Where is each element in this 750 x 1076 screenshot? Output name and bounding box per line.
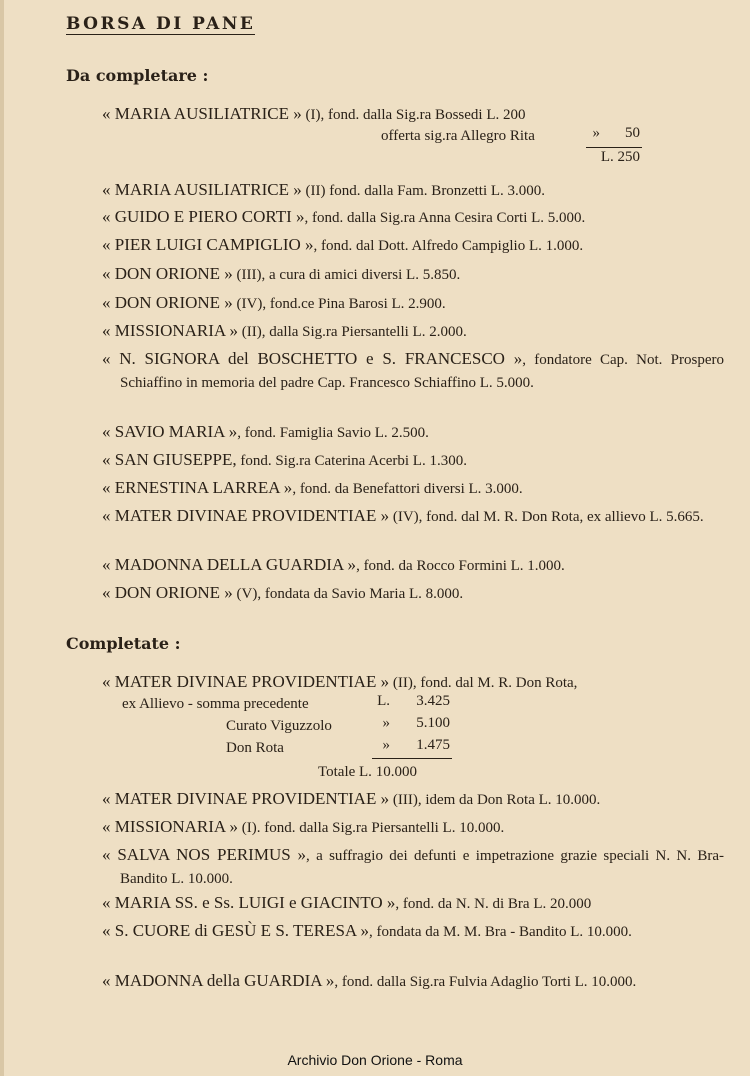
- list-item: « MADONNA DELLA GUARDIA », fond. da Rocco Formini L. 1.000.: [102, 555, 565, 574]
- list-item: « DON ORIONE » (IV), fond.ce Pina Barosi L. 2.900.: [102, 293, 446, 312]
- sum-total: L. 250: [600, 149, 640, 165]
- list-item: « MATER DIVINAE PROVIDENTIAE » (II), fond. dal M. R. Don Rota,: [102, 672, 578, 691]
- list-item: « GUIDO E PIERO CORTI », fond. dalla Sig.ra Anna Cesira Corti L. 5.000.: [102, 207, 586, 226]
- list-item: « MISSIONARIA » (II), dalla Sig.ra Piersantelli L. 2.000.: [102, 321, 467, 340]
- donation-line: offerta sig.ra Allegro Rita: [381, 128, 535, 144]
- list-item: « S. CUORE di GESÙ E S. TERESA », fondata da M. M. Bra - Bandito L. 10.000.: [102, 921, 632, 940]
- list-item: « PIER LUIGI CAMPIGLIO », fond. dal Dott. Alfredo Campiglio L. 1.000.: [102, 235, 584, 254]
- list-item: « MATER DIVINAE PROVIDENTIAE » (IV), fond. dal M. R. Don Rota, ex allievo L. 5.665.: [102, 506, 704, 525]
- list-item: « ERNESTINA LARREA », fond. da Benefattori diversi L. 3.000.: [102, 478, 523, 497]
- ditto-mark: »: [592, 125, 600, 141]
- donation-amount: 50: [625, 125, 640, 141]
- list-item: « SAVIO MARIA », fond. Famiglia Savio L. 2.500.: [102, 422, 429, 441]
- sum-rule: [586, 147, 642, 148]
- sum-line-value: 1.475: [416, 737, 450, 753]
- section-title-closed: Completate :: [66, 634, 181, 653]
- list-item: « DON ORIONE » (III), a cura di amici diversi L. 5.850.: [102, 264, 461, 283]
- list-item: « MARIA SS. e Ss. LUIGI e GIACINTO », fond. da N. N. di Bra L. 20.000: [102, 893, 592, 912]
- list-item: « MATER DIVINAE PROVIDENTIAE » (III), idem da Don Rota L. 10.000.: [102, 789, 601, 808]
- list-item: « SAN GIUSEPPE, fond. Sig.ra Caterina Acerbi L. 1.300.: [102, 450, 467, 469]
- sum-line-currency: »: [382, 737, 390, 753]
- section-title-open: Da completare :: [66, 66, 209, 85]
- list-item: « MARIA AUSILIATRICE » (II) fond. dalla Fam. Bronzetti L. 3.000.: [102, 180, 546, 199]
- sum-line-currency: »: [382, 715, 390, 731]
- total-label: Totale L. 10.000: [318, 764, 417, 780]
- list-item: « MISSIONARIA » (I). fond. dalla Sig.ra Piersantelli L. 10.000.: [102, 817, 505, 836]
- list-item: « SALVA NOS PERIMUS », a suffragio dei defunti e impetrazione grazie speciali N. N. Bra-Bandito L. 10.000.: [102, 845, 724, 887]
- archive-footer: Archivio Don Orione - Roma: [287, 1052, 463, 1068]
- sum-rule: [372, 758, 452, 759]
- sum-line-label: ex Allievo - somma precedente: [122, 696, 309, 712]
- list-item: « MARIA AUSILIATRICE » (I), fond. dalla Sig.ra Bossedi L. 200: [102, 104, 526, 123]
- sum-line-value: 3.425: [416, 693, 450, 709]
- list-item: « MADONNA della GUARDIA », fond. dalla Sig.ra Fulvia Adaglio Torti L. 10.000.: [102, 971, 637, 990]
- sum-line-value: 5.100: [416, 715, 450, 731]
- sum-line-currency: L.: [377, 693, 390, 709]
- list-item: « DON ORIONE » (V), fondata da Savio Maria L. 8.000.: [102, 583, 464, 602]
- sum-line-label: Curato Viguzzolo: [226, 718, 332, 734]
- page-edge: [0, 0, 4, 1076]
- sum-line-label: Don Rota: [226, 740, 284, 756]
- page-title: BORSA DI PANE: [66, 14, 256, 34]
- list-item: « N. SIGNORA del BOSCHETTO e S. FRANCESCO », fondatore Cap. Not. Prospero Schiaffino in memoria del padre Cap. Francesco Schiaffino L. 5.000.: [102, 349, 724, 391]
